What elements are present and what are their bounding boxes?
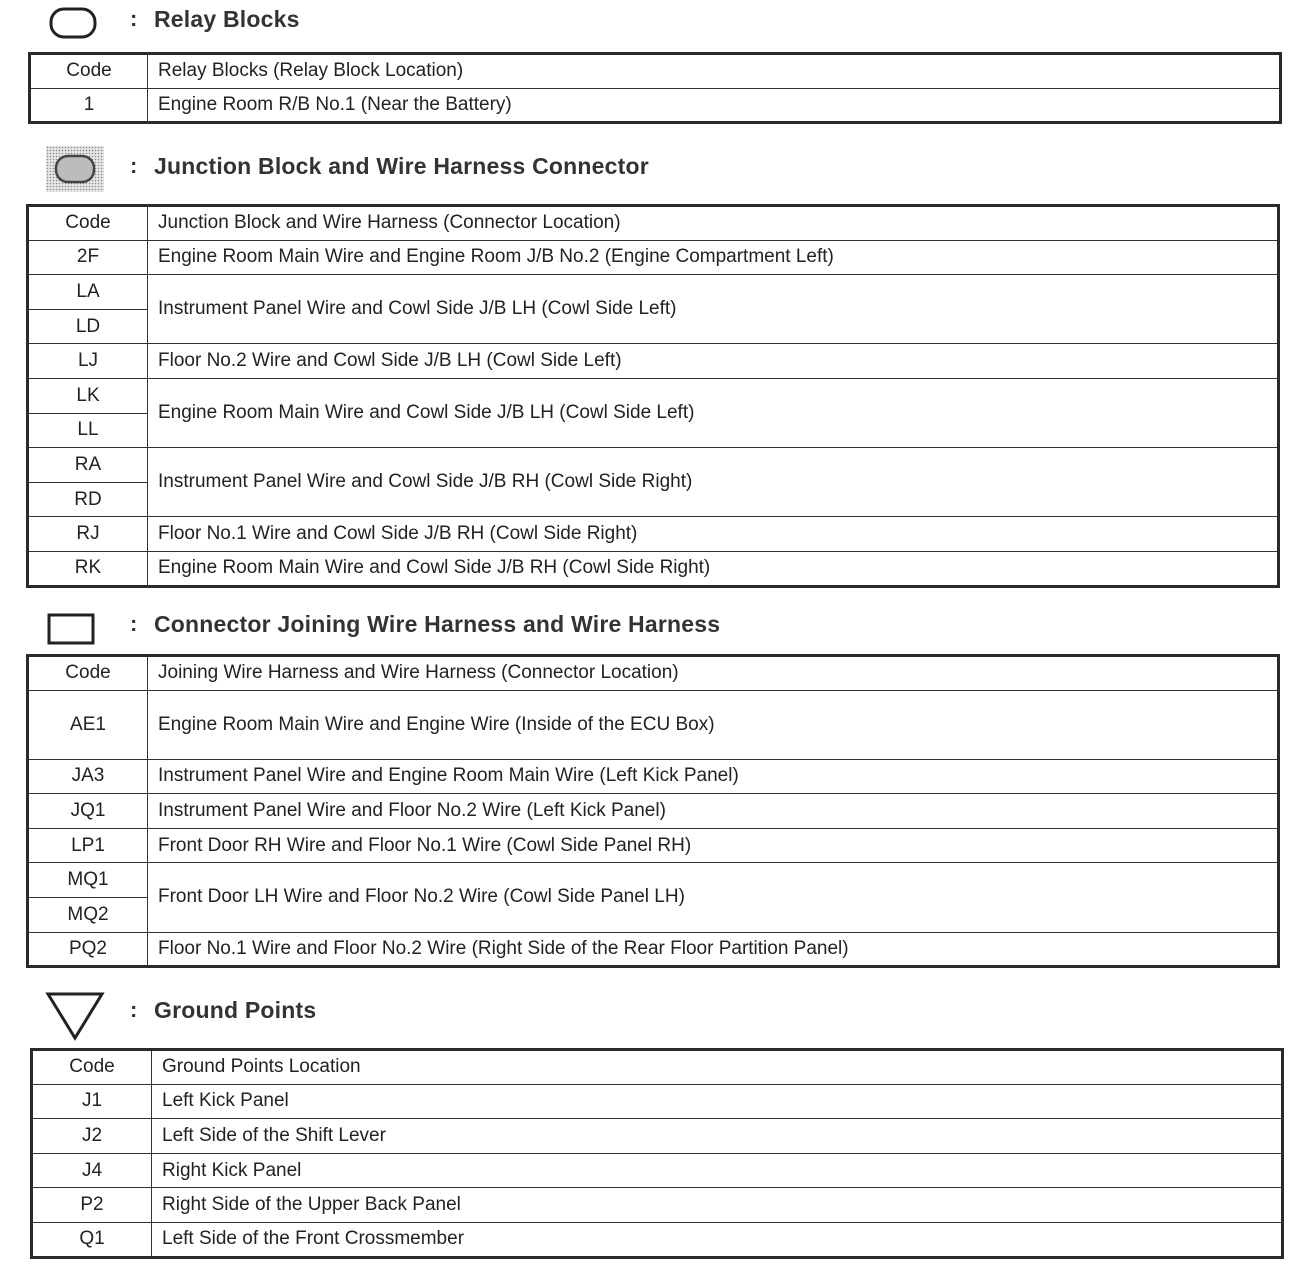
rounded-oval-icon [48, 6, 98, 40]
table-header-row [32, 1050, 1283, 1085]
location-cell: Instrument Panel Wire and Cowl Side J/B RH (Cowl Side Right) [148, 448, 1279, 517]
junction-table [26, 204, 1280, 588]
junction-colon: : [130, 153, 138, 178]
ground-table [30, 1048, 1284, 1259]
code-cell: 1 [30, 88, 148, 123]
junction-title: Junction Block and Wire Harness Connector [154, 153, 649, 179]
code-header: Code [32, 1050, 152, 1085]
table-header-row [30, 54, 1281, 89]
connector-colon: : [130, 611, 138, 636]
location-cell: Engine Room Main Wire and Cowl Side J/B RH (Cowl Side Right) [148, 551, 1279, 586]
code-cell: MQ2 [28, 897, 148, 932]
code-header: Code [28, 656, 148, 691]
table-row [28, 240, 1279, 275]
location-header: Junction Block and Wire Harness (Connector Location) [148, 206, 1279, 241]
code-cell: PQ2 [28, 932, 148, 967]
inverted-triangle-icon [44, 990, 106, 1042]
relay-colon: : [130, 6, 138, 31]
relay-table [28, 52, 1282, 124]
location-cell: Engine Room R/B No.1 (Near the Battery) [148, 88, 1281, 123]
table-header-row [28, 656, 1279, 691]
location-cell: Engine Room Main Wire and Engine Room J/B No.2 (Engine Compartment Left) [148, 240, 1279, 275]
table-row [32, 1153, 1283, 1188]
location-cell: Floor No.2 Wire and Cowl Side J/B LH (Cowl Side Left) [148, 344, 1279, 379]
table-row [28, 828, 1279, 863]
code-cell: AE1 [28, 690, 148, 759]
connector-table [26, 654, 1280, 968]
location-cell: Instrument Panel Wire and Floor No.2 Wire (Left Kick Panel) [148, 794, 1279, 829]
location-cell: Engine Room Main Wire and Engine Wire (Inside of the ECU Box) [148, 690, 1279, 759]
table-row [32, 1119, 1283, 1154]
code-cell: LK [28, 378, 148, 413]
location-cell: Right Kick Panel [152, 1153, 1283, 1188]
code-cell: J4 [32, 1153, 152, 1188]
code-cell: RA [28, 448, 148, 483]
rectangle-icon [46, 612, 96, 646]
table-header-row [28, 206, 1279, 241]
table-row [28, 448, 1279, 483]
code-cell: LP1 [28, 828, 148, 863]
code-cell: LJ [28, 344, 148, 379]
table-row [28, 378, 1279, 413]
table-row [28, 551, 1279, 586]
location-cell: Instrument Panel Wire and Engine Room Main Wire (Left Kick Panel) [148, 759, 1279, 794]
code-cell: J1 [32, 1084, 152, 1119]
code-cell: J2 [32, 1119, 152, 1154]
location-cell: Floor No.1 Wire and Floor No.2 Wire (Right Side of the Rear Floor Partition Panel) [148, 932, 1279, 967]
location-cell: Front Door LH Wire and Floor No.2 Wire (Cowl Side Panel LH) [148, 863, 1279, 932]
code-cell: LA [28, 275, 148, 310]
table-row [32, 1188, 1283, 1223]
code-cell: LL [28, 413, 148, 448]
code-cell: 2F [28, 240, 148, 275]
location-cell: Left Side of the Shift Lever [152, 1119, 1283, 1154]
table-row [32, 1084, 1283, 1119]
location-header: Relay Blocks (Relay Block Location) [148, 54, 1281, 89]
code-cell: RJ [28, 517, 148, 552]
table-row [28, 517, 1279, 552]
location-cell: Engine Room Main Wire and Cowl Side J/B LH (Cowl Side Left) [148, 378, 1279, 447]
code-cell: RK [28, 551, 148, 586]
table-row [28, 932, 1279, 967]
shaded-oval-icon [46, 146, 104, 192]
location-header: Ground Points Location [152, 1050, 1283, 1085]
location-cell: Right Side of the Upper Back Panel [152, 1188, 1283, 1223]
table-row [28, 759, 1279, 794]
location-cell: Front Door RH Wire and Floor No.1 Wire (Cowl Side Panel RH) [148, 828, 1279, 863]
relay-title: Relay Blocks [154, 6, 300, 32]
location-cell: Left Side of the Front Crossmember [152, 1222, 1283, 1257]
table-row [28, 275, 1279, 310]
table-row [28, 690, 1279, 759]
code-cell: RD [28, 482, 148, 517]
table-row [28, 344, 1279, 379]
code-header: Code [28, 206, 148, 241]
table-row [30, 88, 1281, 123]
table-row [28, 863, 1279, 898]
code-cell: P2 [32, 1188, 152, 1223]
connector-title: Connector Joining Wire Harness and Wire Harness [154, 611, 721, 637]
code-cell: JQ1 [28, 794, 148, 829]
location-cell: Left Kick Panel [152, 1084, 1283, 1119]
location-header: Joining Wire Harness and Wire Harness (Connector Location) [148, 656, 1279, 691]
ground-title: Ground Points [154, 997, 317, 1023]
ground-colon: : [130, 997, 138, 1022]
table-row [28, 794, 1279, 829]
location-cell: Instrument Panel Wire and Cowl Side J/B LH (Cowl Side Left) [148, 275, 1279, 344]
code-cell: MQ1 [28, 863, 148, 898]
code-cell: JA3 [28, 759, 148, 794]
location-cell: Floor No.1 Wire and Cowl Side J/B RH (Cowl Side Right) [148, 517, 1279, 552]
table-row [32, 1222, 1283, 1257]
code-header: Code [30, 54, 148, 89]
code-cell: Q1 [32, 1222, 152, 1257]
code-cell: LD [28, 309, 148, 344]
